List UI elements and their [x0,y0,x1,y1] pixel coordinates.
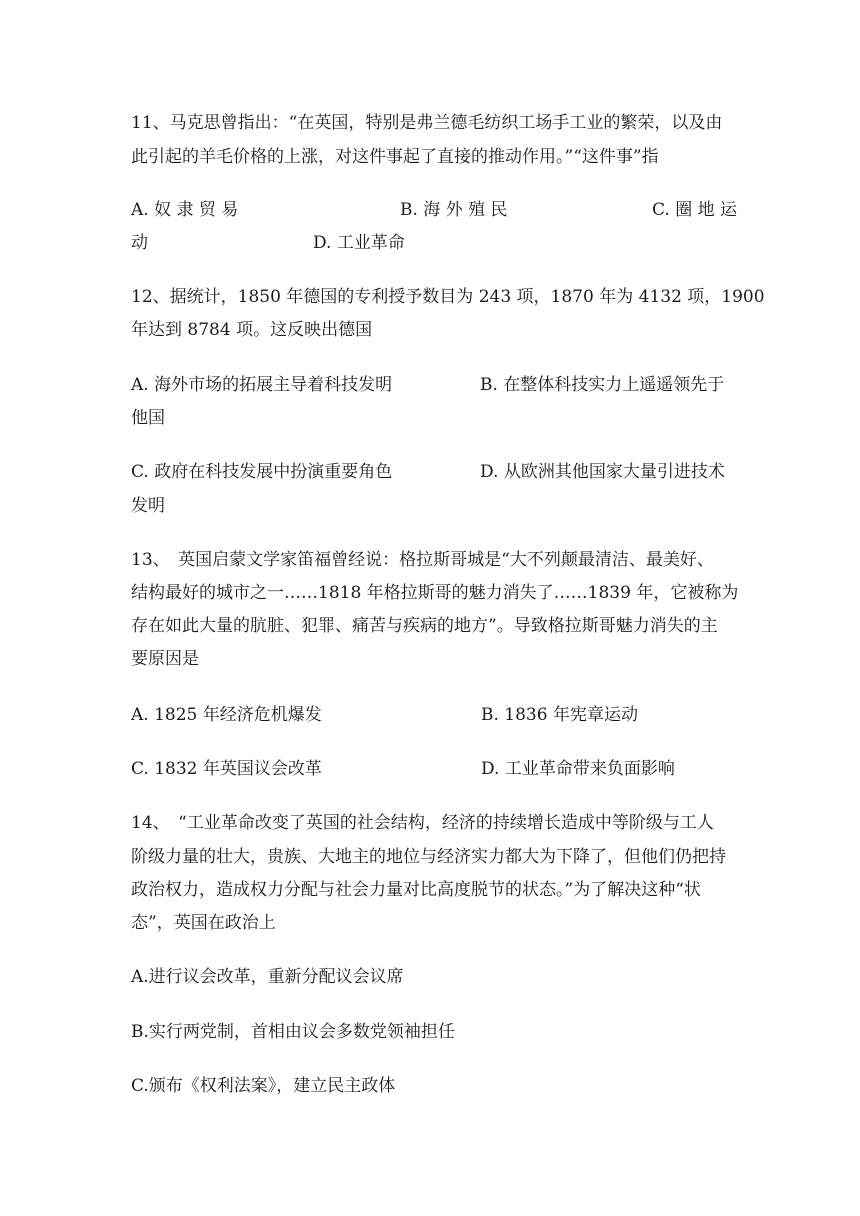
q14-stem-line-1: 14、 “工业革命改变了英国的社会结构，经济的持续增长造成中等阶级与工人 [131,813,714,833]
q13-option-c: C. 1832 年英国议会改革 [131,759,322,779]
q11-stem-line-1: 11、马克思曾指出：“在英国，特别是弗兰德毛纺织工场手工业的繁荣，以及由 [131,113,723,133]
q13-stem-line-2: 结构最好的城市之一……1818 年格拉斯哥的魅力消失了……1839 年，它被称为 [131,583,739,603]
q14-stem-line-3: 政治权力，造成权力分配与社会力量对比高度脱节的状态。”为了解决这种“状 [131,880,701,900]
q14-option-b: B.实行两党制，首相由议会多数党领袖担任 [131,1022,455,1042]
q14-stem-line-2: 阶级力量的壮大，贵族、大地主的地位与经济实力都大为下降了，但他们仍把持 [131,847,726,867]
q13-option-b: B. 1836 年宪章运动 [481,705,638,725]
q14-option-c: C.颁布《权利法案》，建立民主政体 [131,1076,396,1096]
q13-stem-line-3: 存在如此大量的肮脏、犯罪、痛苦与疾病的地方”。导致格拉斯哥魅力消失的主 [131,616,718,636]
q12-option-b: B. 在整体科技实力上遥遥领先于 [480,375,725,395]
q12-option-a: A. 海外市场的拓展主导着科技发明 [131,375,393,395]
q12-option-d: D. 从欧洲其他国家大量引进技术 [480,462,725,482]
q11-option-b: B. 海 外 殖 民 [400,200,508,220]
q13-option-d: D. 工业革命带来负面影响 [481,759,675,779]
q11-option-a: A. 奴 隶 贸 易 [131,200,239,220]
q11-option-c: C. 圈 地 运 [652,200,738,220]
q12-stem-line-2: 年达到 8784 项。这反映出德国 [131,320,373,340]
q13-stem-line-1: 13、 英国启蒙文学家笛福曾经说：格拉斯哥城是“大不列颠最清洁、最美好、 [131,550,714,570]
q11-option-d: D. 工业革命 [313,233,405,253]
q12-option-d-continued: 发明 [131,496,165,516]
q12-option-b-continued: 他国 [131,408,165,428]
q12-stem-line-1: 12、据统计，1850 年德国的专利授予数目为 243 项，1870 年为 4132 项，1900 [131,287,765,307]
q11-option-c-continued: 动 [131,233,148,253]
q14-stem-line-4: 态”，英国在政治上 [131,913,276,933]
q14-option-a: A.进行议会改革，重新分配议会议席 [131,967,404,987]
q13-stem-line-4: 要原因是 [131,649,199,669]
q12-option-c: C. 政府在科技发展中扮演重要角色 [131,462,393,482]
q13-option-a: A. 1825 年经济危机爆发 [131,705,322,725]
q11-stem-line-2: 此引起的羊毛价格的上涨，对这件事起了直接的推动作用。”“这件事”指 [131,147,659,167]
